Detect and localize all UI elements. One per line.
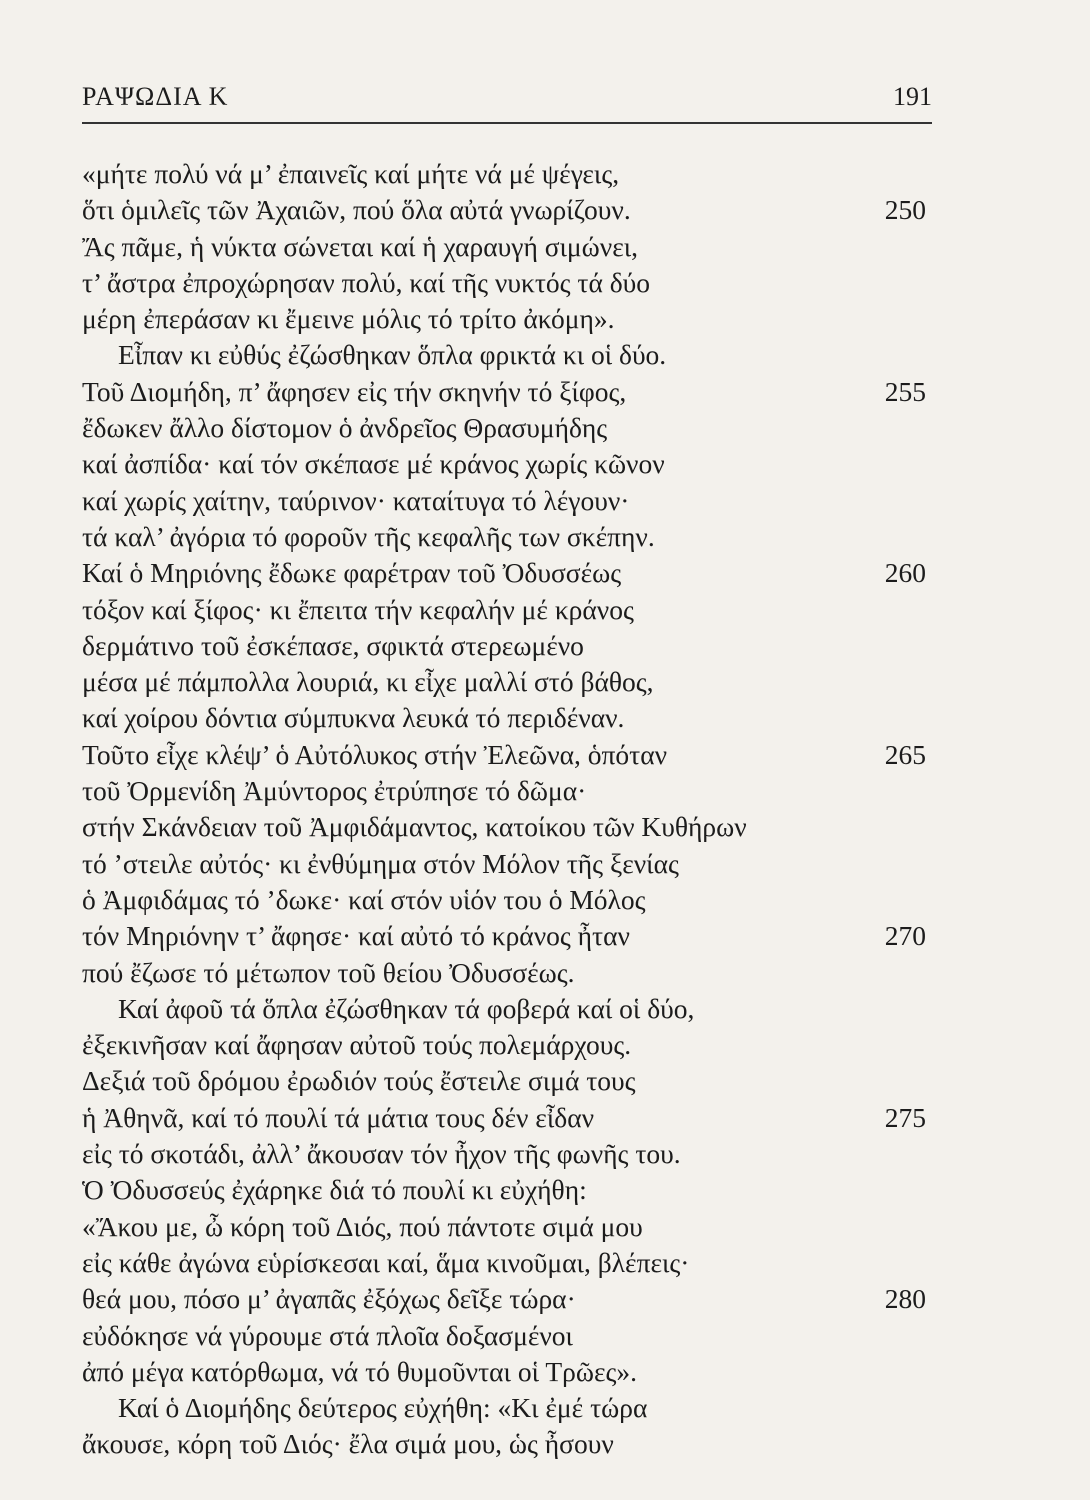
verse-line-text: μέσα μέ πάμπολλα λουριά, κι εἶχε μαλλί στό βάθος, [82, 666, 654, 698]
verse-line [82, 1245, 942, 1281]
verse-line [82, 1426, 942, 1462]
verse-line-text: ἡ Ἀθηνᾶ, καί τό πουλί τά μάτια τους δέν εἶδαν [82, 1101, 595, 1133]
line-number: 265 [884, 738, 926, 770]
verse-line [82, 483, 942, 519]
verse-line [82, 192, 942, 228]
line-number: 275 [884, 1101, 926, 1133]
verse-line [82, 918, 942, 954]
verse-line [82, 737, 942, 773]
line-number: 250 [884, 194, 926, 226]
verse-line-text: τοῦ Ὀρμενίδη Ἀμύντορος ἐτρύπησε τό δῶμα· [82, 775, 587, 807]
verse-line-text: εἰς τό σκοτάδι, ἀλλ’ ἄκουσαν τόν ἦχον τῆς φωνῆς του. [82, 1138, 681, 1170]
verse-line-text: «Ἄκου με, ὦ κόρη τοῦ Διός, πού πάντοτε σιμά μου [82, 1210, 643, 1242]
verse-line-text: καί ἀσπίδα· καί τόν σκέπασε μέ κράνος χωρίς κῶνον [82, 448, 665, 480]
verse-line-text: Καί ὁ Μηριόνης ἔδωκε φαρέτραν τοῦ Ὀδυσσέως [82, 557, 622, 589]
verse-line-text: εἰς κάθε ἀγώνα εὑρίσκεσαι καί, ἅμα κινοῦμαι, βλέπεις· [82, 1246, 690, 1278]
verse-line [82, 700, 942, 736]
verse-line-text: τόξον καί ξίφος· κι ἔπειτα τήν κεφαλήν μέ κράνος [82, 593, 634, 625]
verse-line [82, 628, 942, 664]
verse-line-text: δερμάτινο τοῦ ἐσκέπασε, σφικτά στερεωμένο [82, 629, 584, 661]
verse-line-text: καί χωρίς χαίτην, ταύρινον· καταίτυγα τό λέγουν· [82, 484, 630, 516]
verse-line-text: Ἄς πᾶμε, ἡ νύκτα σώνεται καί ἡ χαραυγή σιμώνει, [82, 230, 639, 262]
verse-line-text: τ’ ἄστρα ἐπροχώρησαν πολύ, καί τῆς νυκτός τά δύο [82, 266, 651, 298]
verse-line-text: τό ’στειλε αὐτός· κι ἐνθύμημα στόν Μόλον τῆς ξενίας [82, 847, 679, 879]
verse-line-text: Εἶπαν κι εὐθύς ἐζώσθηκαν ὅπλα φρικτά κι οἱ δύο. [118, 339, 667, 371]
verse-line [82, 265, 942, 301]
verse-line-text: τόν Μηριόνην τ’ ἄφησε· καί αὐτό τό κράνος ἦταν [82, 920, 630, 952]
verse-line-text: Καί ἀφοῦ τά ὅπλα ἐζώσθηκαν τά φοβερά καί οἱ δύο, [118, 992, 695, 1024]
header-rule [82, 122, 932, 124]
verse-line [82, 882, 942, 918]
verse-line-text: «μήτε πολύ νά μ’ ἐπαινεῖς καί μήτε νά μέ ψέγεις, [82, 158, 620, 189]
verse-line-text: ἄκουσε, κόρη τοῦ Διός· ἔλα σιμά μου, ὡς ἦσουν [82, 1428, 614, 1460]
verse-line-text: ἐξεκινῆσαν καί ἄφησαν αὐτοῦ τούς πολεμάρχους. [82, 1029, 632, 1061]
verse-line [82, 374, 942, 410]
verse-line [82, 1136, 942, 1172]
line-number: 255 [884, 375, 926, 407]
verse-line [82, 156, 942, 192]
verse-line [82, 991, 942, 1027]
verse-line [82, 846, 942, 882]
verse-line-text: Ὁ Ὀδυσσεύς ἐχάρηκε διά τό πουλί κι εὐχήθη: [82, 1174, 587, 1206]
verse-line-text: Τοῦτο εἶχε κλέψ’ ὁ Αὐτόλυκος στήν Ἐλεῶνα, ὁπόταν [82, 738, 668, 770]
verse-line [82, 1390, 942, 1426]
verse-line [82, 1354, 942, 1390]
verse-line [82, 955, 942, 991]
verse-line-text: θεά μου, πόσο μ’ ἀγαπᾶς ἐξόχως δεῖξε τώρα· [82, 1283, 576, 1315]
line-number: 280 [884, 1283, 926, 1315]
verse-line [82, 229, 942, 265]
verse-line [82, 592, 942, 628]
verse-text [82, 156, 942, 1463]
verse-line-text: Καί ὁ Διομήδης δεύτερος εὐχήθη: «Κι ἐμέ τώρα [118, 1392, 648, 1424]
verse-line [82, 446, 942, 482]
verse-line-text: τά καλ’ ἀγόρια τό φοροῦν τῆς κεφαλῆς των σκέπην. [82, 520, 655, 552]
verse-line-text: καί χοίρου δόντια σύμπυκνα λευκά τό περιδέναν. [82, 702, 625, 734]
verse-line [82, 1100, 942, 1136]
verse-line [82, 1063, 942, 1099]
verse-line-text: πού ἔζωσε τό μέτωπον τοῦ θείου Ὀδυσσέως. [82, 956, 575, 988]
running-header [82, 76, 932, 116]
verse-line [82, 1318, 942, 1354]
verse-line-text: ἀπό μέγα κατόρθωμα, νά τό θυμοῦνται οἱ Τρῶες». [82, 1355, 638, 1387]
verse-line [82, 664, 942, 700]
line-number: 260 [884, 557, 926, 589]
verse-line-text: ὅτι ὁμιλεῖς τῶν Ἀχαιῶν, πού ὅλα αὐτά γνωρίζουν. [82, 194, 631, 226]
verse-line [82, 1209, 942, 1245]
page-number: 191 [893, 82, 932, 111]
verse-line [82, 1172, 942, 1208]
verse-line-text: εὐδόκησε νά γύρουμε στά πλοῖα δοξασμένοι [82, 1319, 573, 1351]
verse-line-text: μέρη ἐπεράσαν κι ἔμεινε μόλις τό τρίτο ἀκόμη». [82, 303, 615, 335]
verse-line-text: στήν Σκάνδειαν τοῦ Ἀμφιδάμαντος, κατοίκου τῶν Κυθήρων [82, 811, 747, 843]
chapter-title: ΡΑΨΩΔΙΑ Κ [82, 82, 229, 111]
verse-line [82, 1281, 942, 1317]
verse-line [82, 410, 942, 446]
verse-line-text: ἔδωκεν ἄλλο δίστομον ὁ ἀνδρεῖος Θρασυμήδης [82, 412, 608, 444]
verse-line-text: Δεξιά τοῦ δρόμου ἐρωδιόν τούς ἔστειλε σιμά τους [82, 1065, 636, 1097]
verse-line [82, 1027, 942, 1063]
verse-line-text: ὁ Ἀμφιδάμας τό ’δωκε· καί στόν υἱόν του ὁ Μόλος [82, 883, 646, 915]
verse-line [82, 519, 942, 555]
verse-line [82, 773, 942, 809]
verse-line [82, 337, 942, 373]
verse-line [82, 555, 942, 591]
verse-line [82, 301, 942, 337]
line-number: 270 [884, 920, 926, 952]
verse-line [82, 809, 942, 845]
verse-line-text: Τοῦ Διομήδη, π’ ἄφησεν εἰς τήν σκηνήν τό ξίφος, [82, 375, 627, 407]
